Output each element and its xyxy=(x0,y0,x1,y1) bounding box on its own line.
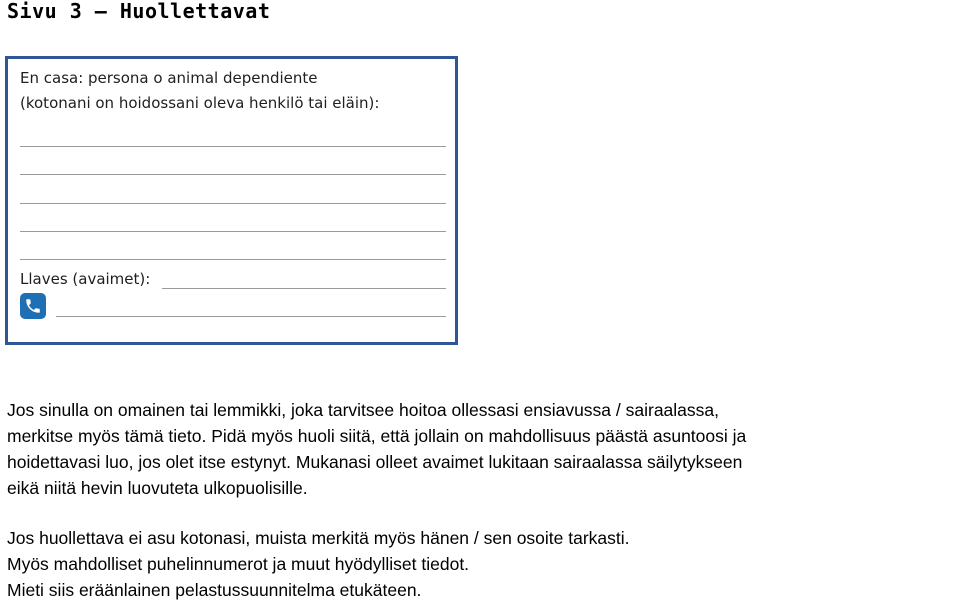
form-heading-line1: En casa: persona o animal dependiente xyxy=(20,69,318,87)
paragraph-1-line: hoidettavasi luo, jos olet itse estynyt. Mukanasi olleet avaimet lukitaan sairaalassa säilytykseen xyxy=(7,452,743,472)
phone-entry-line[interactable] xyxy=(56,316,446,317)
instructions-paragraph-1 xyxy=(7,397,959,501)
paragraph-2-line: Mieti siis eräänlainen pelastussuunnitelma etukäteen. xyxy=(7,580,422,600)
phone-handset-glyph xyxy=(24,297,42,315)
keys-entry-line[interactable] xyxy=(162,288,446,289)
phone-icon xyxy=(20,293,46,319)
dependent-entry-line-2[interactable] xyxy=(20,174,446,175)
keys-label: Llaves (avaimet): xyxy=(20,270,151,288)
paragraph-1-line: Jos sinulla on omainen tai lemmikki, joka tarvitsee hoitoa ollessasi ensiavussa / sairaalassa, xyxy=(7,400,720,420)
dependent-entry-line-3[interactable] xyxy=(20,203,446,204)
paragraph-1-line: eikä niitä hevin luovuteta ulkopuolisille. xyxy=(7,478,308,498)
paragraph-2-line: Myös mahdolliset puhelinnumerot ja muut hyödylliset tiedot. xyxy=(7,554,470,574)
dependent-entry-line-5[interactable] xyxy=(20,259,446,260)
instructions-paragraph-2 xyxy=(7,525,959,603)
dependent-entry-line-1[interactable] xyxy=(20,146,446,147)
dependent-entry-line-4[interactable] xyxy=(20,231,446,232)
paragraph-2-line: Jos huollettava ei asu kotonasi, muista merkitä myös hänen / sen osoite tarkasti. xyxy=(7,528,630,548)
paragraph-1-line: merkitse myös tämä tieto. Pidä myös huoli siitä, että jollain on mahdollisuus päästä asuntoosi ja xyxy=(7,426,747,446)
form-heading-line2: (kotonani on hoidossani oleva henkilö tai eläin): xyxy=(20,94,380,112)
page-title: Sivu 3 – Huollettavat xyxy=(7,0,271,23)
dependents-form-card xyxy=(5,56,458,345)
